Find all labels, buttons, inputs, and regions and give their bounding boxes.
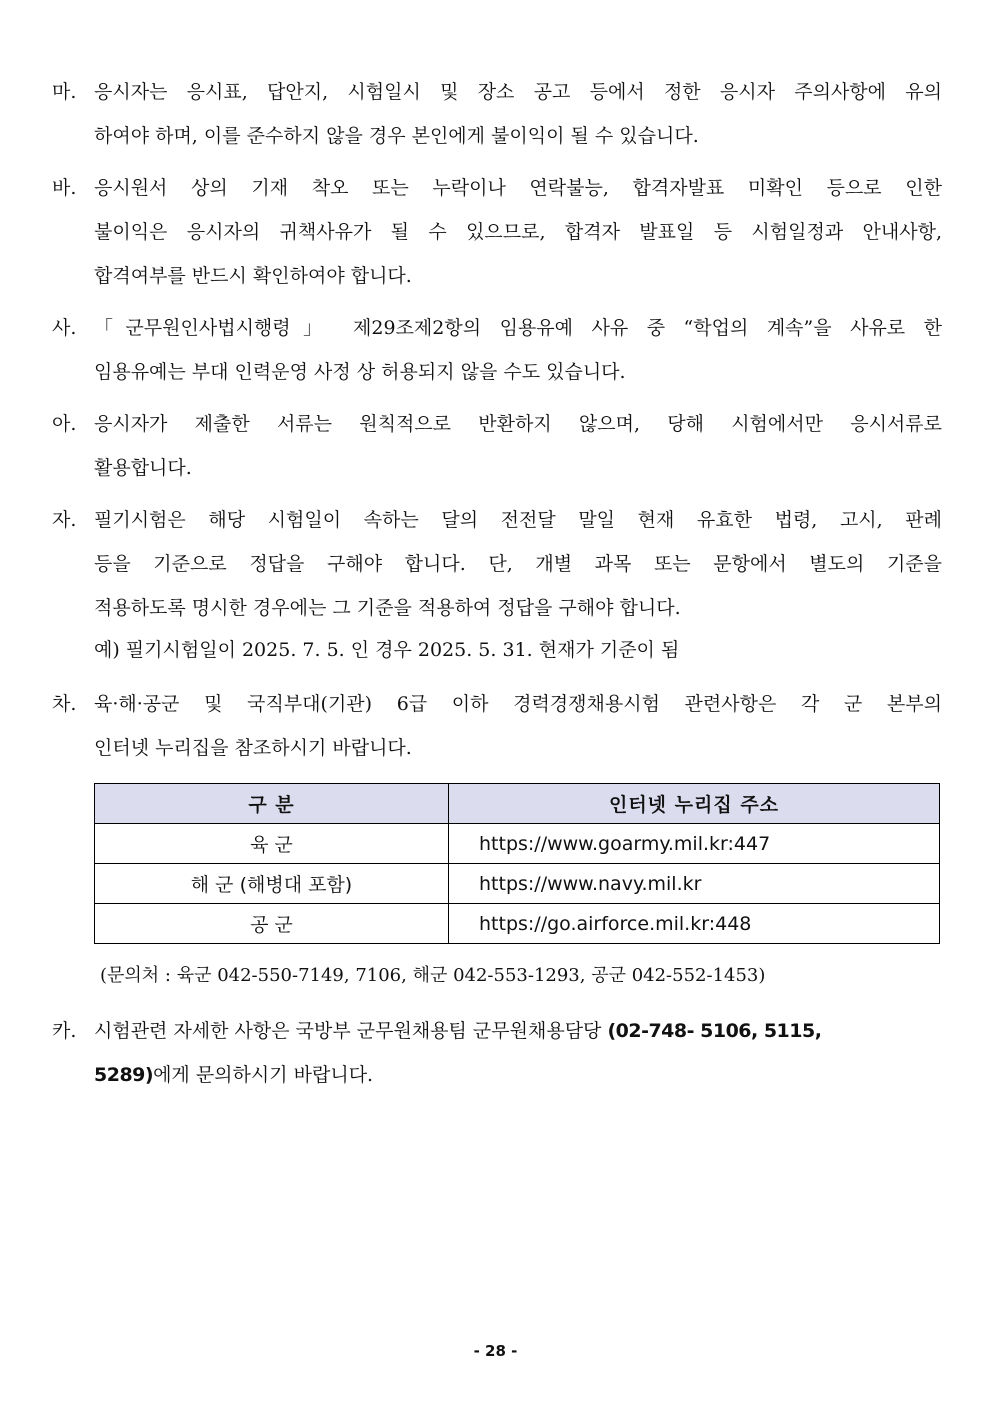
list-item-ma [52, 70, 942, 158]
website-url[interactable]: https://go.airforce.mil.kr:448 [449, 904, 940, 944]
item-text-line: 활용합니다. [94, 457, 192, 479]
list-item-ba [52, 166, 942, 298]
column-header-address: 인터넷 누리집 주소 [449, 784, 940, 824]
item-marker: 마. [52, 81, 77, 103]
branch-name: 해 군 (해병대 포함) [95, 864, 449, 904]
item-text-line: 육·해·공군 및 국직부대(기관) 6급 이하 경력경쟁채용시험 관련사항은 각 군 본부의 [94, 693, 942, 715]
item-text-line: 응시자는 응시표, 답안지, 시험일시 및 장소 공고 등에서 정한 응시자 주의사항에 유의 [94, 81, 942, 103]
contact-intro-text: 시험관련 자세한 사항은 국방부 군무원채용팀 군무원채용담당 [94, 1020, 608, 1042]
column-header-category: 구 분 [95, 784, 449, 824]
table-row [95, 864, 940, 904]
contact-phone-extension: 5289) [94, 1064, 154, 1086]
item-marker: 사. [52, 317, 77, 339]
list-item-sa [52, 306, 942, 394]
example-note: 예) 필기시험일이 2025. 7. 5. 인 경우 2025. 5. 31. 현재가 기준이 됨 [94, 639, 680, 661]
list-item-ja [52, 498, 942, 674]
table-header-row [95, 784, 940, 824]
contact-phone-numbers: (02-748- 5106, 5115, [607, 1020, 822, 1042]
item-text-line: 적용하도록 명시한 경우에는 그 기준을 적용하여 정답을 구해야 합니다. [94, 597, 681, 619]
table-row [95, 904, 940, 944]
item-text-line: 불이익은 응시자의 귀책사유가 될 수 있으므로, 합격자 발표일 등 시험일정과 안내사항, [94, 221, 942, 243]
item-marker: 아. [52, 413, 77, 435]
contact-closing-text: 에게 문의하시기 바랍니다. [153, 1064, 374, 1086]
item-text-line: 응시원서 상의 기재 착오 또는 누락이나 연락불능, 합격자발표 미확인 등으로 인한 [94, 177, 942, 199]
inquiry-contacts: (문의처 : 육군 042-550-7149, 7106, 해군 042-553-1293, 공군 042-552-1453) [100, 965, 766, 986]
item-marker: 자. [52, 509, 77, 531]
website-url[interactable]: https://www.goarmy.mil.kr:447 [449, 824, 940, 864]
item-text-line: 합격여부를 반드시 확인하여야 합니다. [94, 265, 412, 287]
item-text-line [94, 1053, 942, 1097]
item-text-line: 하여야 하며, 이를 준수하지 않을 경우 본인에게 불이익이 될 수 있습니다. [94, 125, 699, 147]
website-url[interactable]: https://www.navy.mil.kr [449, 864, 940, 904]
branch-name: 공 군 [95, 904, 449, 944]
item-text-line: 「군무원인사법시행령」 제29조제2항의 임용유예 사유 중 “학업의 계속”을 사유로 한 [94, 317, 942, 339]
list-item-ka [52, 1009, 942, 1097]
item-text-line: 등을 기준으로 정답을 구해야 합니다. 단, 개별 과목 또는 문항에서 별도의 기준을 [94, 553, 942, 575]
item-marker: 차. [52, 693, 77, 715]
military-website-table [94, 783, 940, 944]
list-item-cha [52, 682, 942, 770]
item-text-line: 응시자가 제출한 서류는 원칙적으로 반환하지 않으며, 당해 시험에서만 응시서류로 [94, 413, 942, 435]
item-marker: 바. [52, 177, 77, 199]
item-text-line: 인터넷 누리집을 참조하시기 바랍니다. [94, 737, 412, 759]
item-text-line: 필기시험은 해당 시험일이 속하는 달의 전전달 말일 현재 유효한 법령, 고시, 판례 [94, 509, 942, 531]
item-text-line [94, 1009, 942, 1053]
item-text-line: 임용유예는 부대 인력운영 사정 상 허용되지 않을 수도 있습니다. [94, 361, 626, 383]
branch-name: 육 군 [95, 824, 449, 864]
list-item-a [52, 402, 942, 490]
page-number: - 28 - [473, 1342, 518, 1360]
item-marker: 카. [52, 1020, 77, 1042]
table-row [95, 824, 940, 864]
